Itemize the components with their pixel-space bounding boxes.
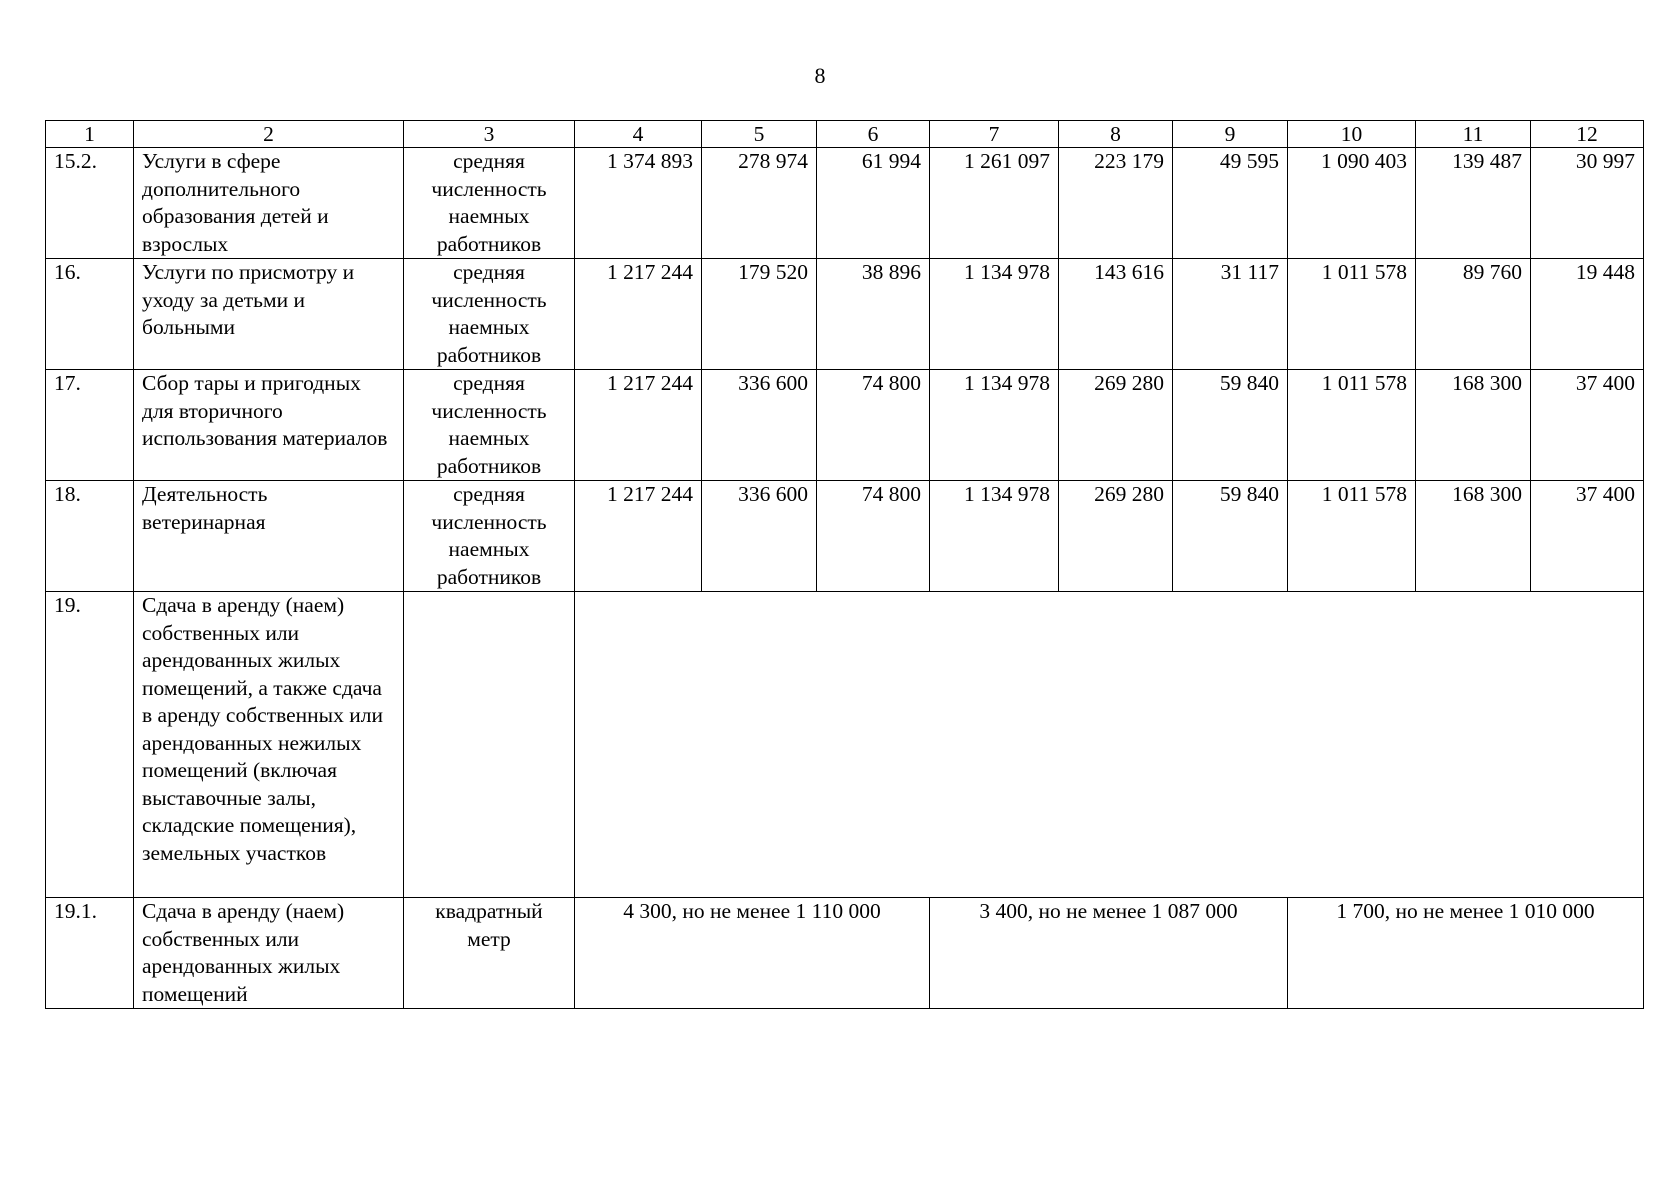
value-cell: 1 217 244 <box>575 481 702 592</box>
value-cell: 336 600 <box>702 481 817 592</box>
header-cell: 4 <box>575 121 702 148</box>
header-cell: 3 <box>404 121 575 148</box>
table-header-row <box>46 121 1644 148</box>
value-cell: 1 374 893 <box>575 148 702 259</box>
value-cell: 179 520 <box>702 259 817 370</box>
empty-values-cell <box>575 592 1644 898</box>
row-number: 16. <box>46 259 134 370</box>
page-number: 8 <box>814 63 826 88</box>
service-name: Услуги в сфере дополнительного образования детей и взрослых <box>134 148 404 259</box>
value-cell: 336 600 <box>702 370 817 481</box>
value-cell: 31 117 <box>1173 259 1288 370</box>
service-name: Сдача в аренду (наем) собственных или арендованных жилых помещений <box>134 898 404 1009</box>
value-cell: 1 090 403 <box>1288 148 1416 259</box>
row-number: 19. <box>46 592 134 898</box>
value-cell: 1 217 244 <box>575 259 702 370</box>
header-cell: 10 <box>1288 121 1416 148</box>
value-cell: 74 800 <box>817 481 930 592</box>
value-cell: 1 134 978 <box>930 370 1059 481</box>
value-cell: 49 595 <box>1173 148 1288 259</box>
unit-of-measure: квадратный метр <box>404 898 575 1009</box>
value-cell: 61 994 <box>817 148 930 259</box>
value-cell: 1 134 978 <box>930 481 1059 592</box>
merged-value-cell: 3 400, но не менее 1 087 000 <box>930 898 1288 1009</box>
unit-of-measure: средняя численность наемных работников <box>404 148 575 259</box>
header-cell: 12 <box>1531 121 1644 148</box>
value-cell: 1 011 578 <box>1288 259 1416 370</box>
value-cell: 89 760 <box>1416 259 1531 370</box>
header-cell: 8 <box>1059 121 1173 148</box>
header-cell: 11 <box>1416 121 1531 148</box>
value-cell: 139 487 <box>1416 148 1531 259</box>
value-cell: 223 179 <box>1059 148 1173 259</box>
row-number: 19.1. <box>46 898 134 1009</box>
value-cell: 1 217 244 <box>575 370 702 481</box>
row-number: 15.2. <box>46 148 134 259</box>
unit-of-measure <box>404 592 575 898</box>
value-cell: 1 134 978 <box>930 259 1059 370</box>
unit-of-measure: средняя численность наемных работников <box>404 370 575 481</box>
table-row <box>46 370 1644 481</box>
header-cell: 7 <box>930 121 1059 148</box>
header-cell: 6 <box>817 121 930 148</box>
table-row <box>46 259 1644 370</box>
value-cell: 278 974 <box>702 148 817 259</box>
service-name: Деятельность ветеринарная <box>134 481 404 592</box>
header-cell: 1 <box>46 121 134 148</box>
value-cell: 269 280 <box>1059 370 1173 481</box>
value-cell: 74 800 <box>817 370 930 481</box>
value-cell: 30 997 <box>1531 148 1644 259</box>
value-cell: 269 280 <box>1059 481 1173 592</box>
row-number: 17. <box>46 370 134 481</box>
value-cell: 38 896 <box>817 259 930 370</box>
merged-value-cell: 1 700, но не менее 1 010 000 <box>1288 898 1644 1009</box>
value-cell: 1 261 097 <box>930 148 1059 259</box>
value-cell: 1 011 578 <box>1288 370 1416 481</box>
value-cell: 59 840 <box>1173 481 1288 592</box>
tariff-table <box>45 120 1644 1009</box>
header-cell: 5 <box>702 121 817 148</box>
table-row <box>46 481 1644 592</box>
value-cell: 168 300 <box>1416 481 1531 592</box>
value-cell: 37 400 <box>1531 481 1644 592</box>
unit-of-measure: средняя численность наемных работников <box>404 259 575 370</box>
row-number: 18. <box>46 481 134 592</box>
table-row <box>46 148 1644 259</box>
service-name: Сбор тары и пригодных для вторичного использования материалов <box>134 370 404 481</box>
header-cell: 2 <box>134 121 404 148</box>
unit-of-measure: средняя численность наемных работников <box>404 481 575 592</box>
table-row <box>46 898 1644 1009</box>
service-name: Услуги по присмотру и уходу за детьми и больными <box>134 259 404 370</box>
value-cell: 143 616 <box>1059 259 1173 370</box>
header-cell: 9 <box>1173 121 1288 148</box>
table-row <box>46 592 1644 898</box>
value-cell: 1 011 578 <box>1288 481 1416 592</box>
merged-value-cell: 4 300, но не менее 1 110 000 <box>575 898 930 1009</box>
value-cell: 19 448 <box>1531 259 1644 370</box>
service-name: Сдача в аренду (наем) собственных или арендованных жилых помещений, а также сдача в аренду собственных или арендованных нежилых помещений (включая выставочные залы, складские помещения), земельных участков <box>134 592 404 898</box>
value-cell: 168 300 <box>1416 370 1531 481</box>
value-cell: 59 840 <box>1173 370 1288 481</box>
value-cell: 37 400 <box>1531 370 1644 481</box>
